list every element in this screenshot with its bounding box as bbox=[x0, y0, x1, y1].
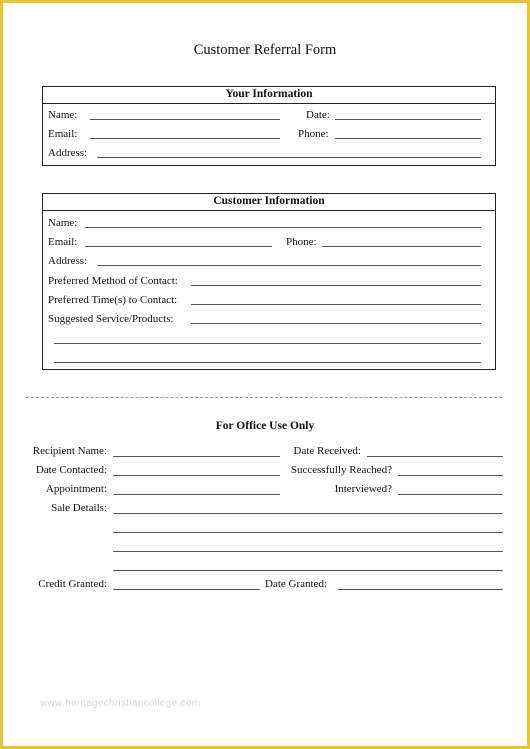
interviewed-field[interactable] bbox=[398, 494, 503, 495]
customer-address-field[interactable] bbox=[97, 265, 481, 266]
customer-information-section bbox=[42, 193, 496, 370]
suggested-service-label: Suggested Service/Products: bbox=[48, 313, 174, 325]
your-phone-label: Phone: bbox=[298, 128, 329, 140]
watermark: www.heritagechristiancollege.com bbox=[40, 698, 201, 709]
customer-phone-field[interactable] bbox=[322, 246, 481, 247]
your-information-heading: Your Information bbox=[43, 87, 495, 104]
contact-time-field[interactable] bbox=[191, 304, 481, 305]
customer-name-field[interactable] bbox=[85, 227, 481, 228]
your-information-section bbox=[42, 86, 496, 166]
your-email-label: Email: bbox=[48, 128, 78, 140]
sale-details-line-3[interactable] bbox=[113, 551, 503, 552]
credit-granted-label: Credit Granted: bbox=[38, 578, 107, 590]
date-contacted-label: Date Contacted: bbox=[35, 464, 107, 476]
your-phone-field[interactable] bbox=[335, 138, 481, 139]
suggested-service-extra-line-2[interactable] bbox=[54, 362, 481, 363]
suggested-service-field[interactable] bbox=[191, 323, 481, 324]
date-received-field[interactable] bbox=[367, 456, 503, 457]
customer-information-heading: Customer Information bbox=[43, 194, 495, 211]
customer-name-label: Name: bbox=[48, 217, 78, 229]
credit-granted-field[interactable] bbox=[113, 589, 260, 590]
your-address-field[interactable] bbox=[97, 157, 481, 158]
your-name-field[interactable] bbox=[90, 119, 280, 120]
date-granted-label: Date Granted: bbox=[265, 578, 327, 590]
customer-phone-label: Phone: bbox=[286, 236, 317, 248]
cut-line-divider bbox=[26, 397, 502, 398]
contact-method-label: Preferred Method of Contact: bbox=[48, 275, 178, 287]
your-address-label: Address: bbox=[48, 147, 88, 159]
recipient-name-label: Recipient Name: bbox=[32, 445, 107, 457]
sale-details-line-2[interactable] bbox=[113, 532, 503, 533]
appointment-label: Appointment: bbox=[45, 483, 107, 495]
successfully-reached-field[interactable] bbox=[398, 475, 503, 476]
sale-details-label: Sale Details: bbox=[51, 502, 107, 514]
date-granted-field[interactable] bbox=[338, 589, 503, 590]
customer-email-field[interactable] bbox=[85, 246, 272, 247]
office-use-heading: For Office Use Only bbox=[215, 420, 315, 432]
form-title: Customer Referral Form bbox=[193, 42, 337, 58]
your-name-label: Name: bbox=[48, 109, 78, 121]
your-date-field[interactable] bbox=[335, 119, 481, 120]
successfully-reached-label: Successfully Reached? bbox=[290, 464, 392, 476]
customer-email-label: Email: bbox=[48, 236, 78, 248]
interviewed-label: Interviewed? bbox=[334, 483, 392, 495]
contact-time-label: Preferred Time(s) to Contact: bbox=[48, 294, 178, 306]
suggested-service-extra-line-1[interactable] bbox=[54, 343, 481, 344]
customer-address-label: Address: bbox=[48, 255, 88, 267]
sale-details-field[interactable] bbox=[113, 513, 503, 514]
your-date-label: Date: bbox=[306, 109, 330, 121]
sale-details-line-4[interactable] bbox=[113, 570, 503, 571]
your-email-field[interactable] bbox=[90, 138, 280, 139]
contact-method-field[interactable] bbox=[191, 285, 481, 286]
date-received-label: Date Received: bbox=[293, 445, 361, 457]
